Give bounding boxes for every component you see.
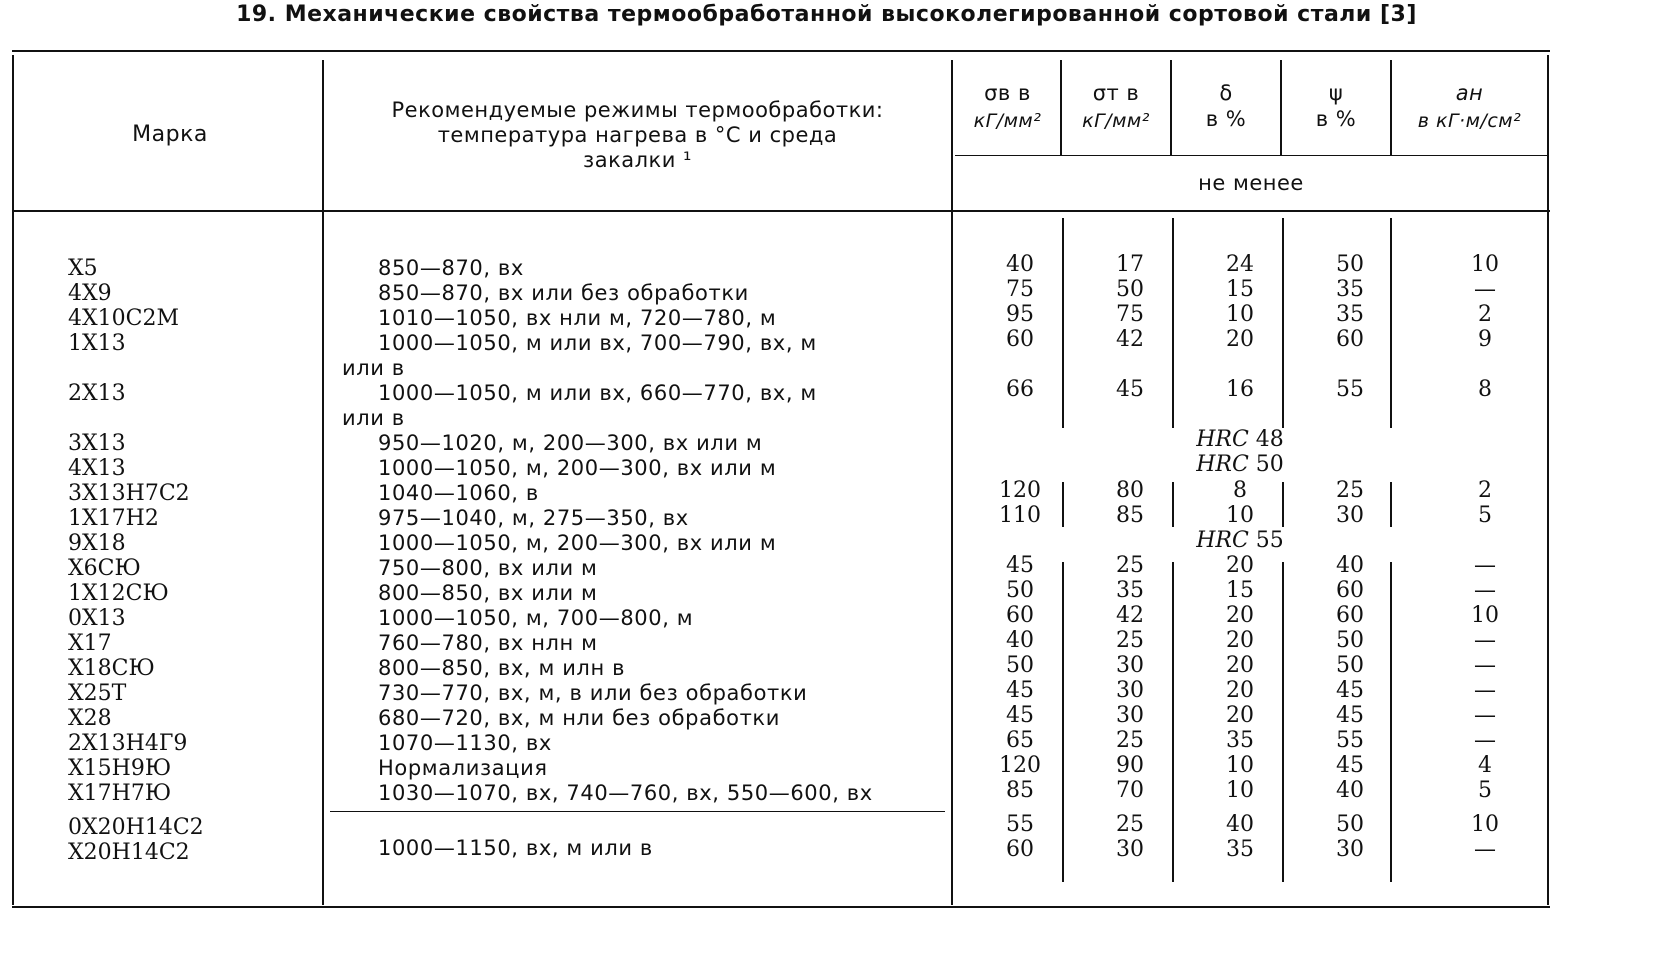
an-value: — [1474,578,1496,603]
an-value: 2 [1478,302,1492,327]
header-sigma-b-1: σв в [984,81,1031,105]
sigma-b-value: 55 [1006,812,1034,837]
steel-grade: Х5 [68,256,98,281]
steel-grade: 2Х13 [68,381,126,406]
delta-value: 16 [1226,377,1254,402]
heat-treatment-mode: 800—850, вх, м илн в [378,656,626,680]
delta-value: 20 [1226,628,1254,653]
sigma-b-value: 65 [1006,728,1034,753]
delta-value: 24 [1226,252,1254,277]
steel-grade: 3Х13Н7С2 [68,481,190,506]
header-an-2: в кГ·м/см² [1417,110,1522,132]
sigma-b-value: 95 [1006,302,1034,327]
psi-value: 60 [1336,603,1364,628]
psi-value: 50 [1336,812,1364,837]
sigma-b-value: 120 [999,753,1041,778]
an-value: 2 [1478,478,1492,503]
table-title: 19. Механические свойства термообработанной высоколегированной сортовой стали [3] [236,2,1417,27]
sigma-t-value: 30 [1116,653,1144,678]
heat-treatment-mode: 975—1040, м, 275—350, вх [378,506,689,530]
an-value: — [1474,703,1496,728]
hrc-value: 55 [1255,528,1284,553]
sigma-b-value: 60 [1006,837,1034,862]
sigma-t-value: 45 [1116,377,1144,402]
psi-value: 50 [1336,628,1364,653]
left-border [12,55,14,905]
table-bottom-border [12,906,1550,908]
an-value: 10 [1471,603,1499,628]
delta-value: 15 [1226,578,1254,603]
header-mode-line2: температура нагрева в °C и среда [437,123,838,147]
delta-value: 15 [1226,277,1254,302]
sigma-b-value: 50 [1006,578,1034,603]
hrc-label: HRC [1196,452,1256,477]
sigma-t-value: 25 [1116,628,1144,653]
heat-treatment-mode: 1000—1050, м или вх, 660—770, вх, м [378,381,817,405]
hardness-hrc [1075,528,1405,554]
sigma-t-value: 50 [1116,277,1144,302]
sigma-t-value: 70 [1116,778,1144,803]
heat-treatment-mode: 800—850, вх или м [378,581,598,605]
heat-treatment-mode: 1010—1050, вх нли м, 720—780, м [378,306,777,330]
an-value: — [1474,553,1496,578]
psi-value: 45 [1336,753,1364,778]
steel-grade: 4Х9 [68,281,112,306]
header-delta-1: δ [1219,81,1233,105]
psi-value: 45 [1336,703,1364,728]
steel-grade: Х18СЮ [68,656,155,681]
heat-treatment-mode: 730—770, вх, м, в или без обработки [378,681,808,705]
delta-value: 20 [1226,553,1254,578]
heat-treatment-mode: Нормализация [378,756,548,780]
heat-treatment-mode: 750—800, вх или м [378,556,598,580]
sigma-b-value: 60 [1006,327,1034,352]
delta-value: 10 [1226,302,1254,327]
steel-grade: Х6СЮ [68,556,141,581]
steel-grade: 4Х13 [68,456,126,481]
heat-treatment-mode: 1030—1070, вх, 740—760, вх, 550—600, вх [378,781,873,805]
heat-treatment-mode-cont: или в [342,406,405,430]
sigma-t-value: 17 [1116,252,1144,277]
table-top-border [12,50,1550,52]
psi-value: 35 [1336,277,1364,302]
sigma-b-value: 50 [1006,653,1034,678]
heat-treatment-mode: 680—720, вх, м нли без обработки [378,706,780,730]
hrc-value: 50 [1255,452,1284,477]
steel-grade: 1Х17Н2 [68,506,159,531]
steel-grade: 1Х12СЮ [68,581,169,606]
heat-treatment-mode: 1000—1050, м или вх, 700—790, вх, м [378,331,817,355]
sigma-t-value: 25 [1116,553,1144,578]
header-psi-2: в % [1315,107,1357,131]
sigma-t-value: 42 [1116,603,1144,628]
an-value: 9 [1478,327,1492,352]
sigma-t-value: 25 [1116,728,1144,753]
hrc-label: HRC [1196,528,1256,553]
psi-value: 40 [1336,778,1364,803]
an-value: 5 [1478,778,1492,803]
heat-treatment-mode: 850—870, вх [378,256,524,280]
psi-value: 45 [1336,678,1364,703]
sigma-t-value: 75 [1116,302,1144,327]
header-sigma-t-1: σт в [1092,81,1140,105]
header-psi-1: ψ [1328,81,1344,105]
an-value: — [1474,837,1496,862]
sigma-t-value: 80 [1116,478,1144,503]
hardness-hrc [1075,427,1405,453]
hrc-value: 48 [1255,427,1284,452]
psi-value: 30 [1336,503,1364,528]
an-value: 10 [1471,812,1499,837]
hrc-label: HRC [1196,427,1256,452]
header-mode-line3: закалки ¹ [583,148,692,172]
an-value: — [1474,728,1496,753]
header-sigma-t-2: кГ/мм² [1082,110,1150,132]
steel-grade: 3Х13 [68,431,126,456]
psi-value: 25 [1336,478,1364,503]
steel-grade: 2Х13Н4Г9 [68,731,188,756]
psi-value: 55 [1336,728,1364,753]
header-not-less: не менее [1198,171,1304,195]
heat-treatment-mode: 1000—1050, м, 700—800, м [378,606,694,630]
delta-value: 35 [1226,728,1254,753]
an-value: — [1474,277,1496,302]
sigma-b-value: 45 [1006,553,1034,578]
sigma-t-value: 30 [1116,837,1144,862]
heat-treatment-mode-cont: или в [342,356,405,380]
col-rule-mark [322,60,324,905]
sigma-t-value: 85 [1116,503,1144,528]
delta-value: 8 [1233,478,1247,503]
heat-treatment-mode: 1000—1050, м, 200—300, вх или м [378,531,777,555]
sigma-b-value: 60 [1006,603,1034,628]
sigma-t-value: 30 [1116,678,1144,703]
steel-grade: Х15Н9Ю [68,756,172,781]
an-value: — [1474,628,1496,653]
steel-grade: Х25Т [68,681,127,706]
right-border [1547,55,1549,905]
psi-value: 50 [1336,252,1364,277]
sigma-b-value: 40 [1006,252,1034,277]
psi-value: 30 [1336,837,1364,862]
delta-value: 10 [1226,503,1254,528]
delta-value: 20 [1226,678,1254,703]
delta-value: 40 [1226,812,1254,837]
an-value: 8 [1478,377,1492,402]
sigma-b-value: 45 [1006,678,1034,703]
delta-value: 20 [1226,653,1254,678]
psi-value: 60 [1336,327,1364,352]
sigma-t-value: 35 [1116,578,1144,603]
header-sigma-b-2: кГ/мм² [973,110,1042,132]
sigma-b-value: 45 [1006,703,1034,728]
an-value: 10 [1471,252,1499,277]
steel-grade: Х28 [68,706,112,731]
steel-grade: 0Х13 [68,606,126,631]
header-mark: Марка [132,122,208,147]
an-value: 5 [1478,503,1492,528]
heat-treatment-mode: 950—1020, м, 200—300, вх или м [378,431,763,455]
header-delta-2: в % [1205,107,1247,131]
sigma-t-value: 30 [1116,703,1144,728]
delta-value: 10 [1226,753,1254,778]
heat-treatment-mode: 1070—1130, вх [378,731,552,755]
delta-value: 20 [1226,703,1254,728]
steel-grade: Х17 [68,631,112,656]
header-divider [12,210,1550,212]
sigma-t-value: 25 [1116,812,1144,837]
sigma-t-value: 90 [1116,753,1144,778]
steel-grade: Х17Н7Ю [68,781,172,806]
an-value: 4 [1478,753,1492,778]
sigma-b-value: 120 [999,478,1041,503]
psi-value: 55 [1336,377,1364,402]
delta-value: 20 [1226,603,1254,628]
an-value: — [1474,653,1496,678]
heat-treatment-mode: 850—870, вх или без обработки [378,281,749,305]
heat-treatment-mode: 1000—1050, м, 200—300, вх или м [378,456,777,480]
group-divider [330,811,945,812]
sigma-b-value: 40 [1006,628,1034,653]
steel-grade: 1Х13 [68,331,126,356]
psi-value: 60 [1336,578,1364,603]
steel-grade: 9Х18 [68,531,126,556]
an-value: — [1474,678,1496,703]
heat-treatment-mode: 760—780, вх нлн м [378,631,598,655]
subheader-divider [955,155,1547,156]
steel-grade: 0Х20Н14С2 [68,815,204,840]
sigma-b-value: 66 [1006,377,1034,402]
header-an-1: aн [1455,81,1484,105]
heat-treatment-mode: 1040—1060, в [378,481,539,505]
hardness-hrc [1075,452,1405,478]
psi-value: 50 [1336,653,1364,678]
psi-value: 35 [1336,302,1364,327]
header-mode-line1: Рекомендуемые режимы термообработки: [391,98,884,122]
sigma-b-value: 85 [1006,778,1034,803]
sigma-b-value: 75 [1006,277,1034,302]
sigma-t-value: 42 [1116,327,1144,352]
delta-value: 10 [1226,778,1254,803]
heat-treatment-mode: 1000—1150, вх, м или в [378,836,653,860]
steel-grade: 4Х10С2М [68,306,180,331]
sigma-b-value: 110 [999,503,1041,528]
steel-grade: Х20Н14С2 [68,840,190,865]
delta-value: 20 [1226,327,1254,352]
psi-value: 40 [1336,553,1364,578]
delta-value: 35 [1226,837,1254,862]
col-rule-mode [951,60,953,905]
